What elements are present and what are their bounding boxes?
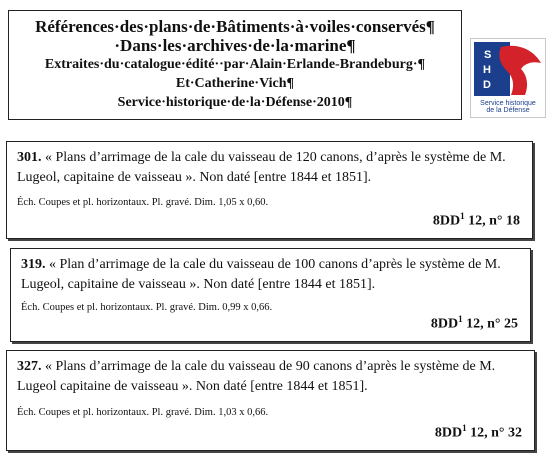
header-archives-line: ·Dans·les·archives·de·la·marine¶ [114,36,356,55]
header-coauthor-line: Et·Catherine·Vich¶ [175,76,295,91]
shelfmark-sup: 1 [460,211,465,222]
entry-number: 301. [17,150,42,165]
entry-main-text [17,357,526,397]
entry-main-text [17,148,524,188]
shelfmark-prefix: 8DD [432,214,461,229]
header-catalogue-line: Extraites·du·catalogue·édité··par·Alain·Erlande-Brandeburg·¶ [44,57,426,72]
entry-shelfmark [433,208,520,230]
shelfmark-suffix: 12, n° 18 [464,214,520,229]
shelfmark-prefix: 8DD [430,317,459,332]
entry-title: « Plans d’arrimage de la cale du vaisseau de 120 canons, d’après le système de M. Lugeol, capitaine de vaisseau ». Non daté [entre 1844 et 1851]. [17,150,506,185]
logo-letter-d: D [483,79,491,91]
logo-caption-line2: de la Défense [486,107,530,114]
logo-letter-s: S [484,49,492,61]
entry-number: 319. [21,257,46,272]
catalogue-entry-319 [10,248,531,342]
logo-letter-h: H [483,64,491,76]
entry-main-text [21,255,522,295]
entry-title: « Plan d’arrimage de la cale du vaisseau de 100 canons d’après le système de M. Lugeol, capitaine de vaisseau ». Non daté [entre 1844 et 1851]. [21,257,501,292]
entry-title: « Plans d’arrimage de la cale du vaisseau de 90 canons d’après le système de M. Lugeol capitaine de vaisseau ». Non daté [entre 1844 et 1851]. [17,359,496,394]
shelfmark-suffix: 12, n° 32 [466,426,522,441]
catalogue-entry-327 [6,350,535,451]
header-box [8,10,462,120]
entry-shelfmark [435,420,522,442]
header-title-line: Références·des·plans·de·Bâtiments·à·voiles·conservés¶ [35,17,435,36]
shelfmark-sup: 1 [458,314,463,325]
entry-shelfmark [431,311,518,333]
entry-description: Éch. Coupes et pl. horizontaux. Pl. gravé. Dim. 0,99 x 0,66. [21,302,273,313]
shd-logo [470,38,546,118]
catalogue-entry-301 [6,141,533,239]
shelfmark-prefix: 8DD [434,426,463,441]
header-publisher-line: Service·historique·de·la·Défense·2010¶ [117,95,353,110]
logo-caption [471,100,545,114]
shelfmark-sup: 1 [462,423,467,434]
entry-number: 327. [17,359,42,374]
shelfmark-suffix: 12, n° 25 [462,317,518,332]
entry-description: Éch. Coupes et pl. horizontaux. Pl. gravé. Dim. 1,05 x 0,60. [17,197,269,208]
shd-emblem-icon [471,39,545,99]
entry-description: Éch. Coupes et pl. horizontaux. Pl. gravé. Dim. 1,03 x 0,66. [17,407,269,418]
logo-caption-line1: Service historique [480,100,536,107]
